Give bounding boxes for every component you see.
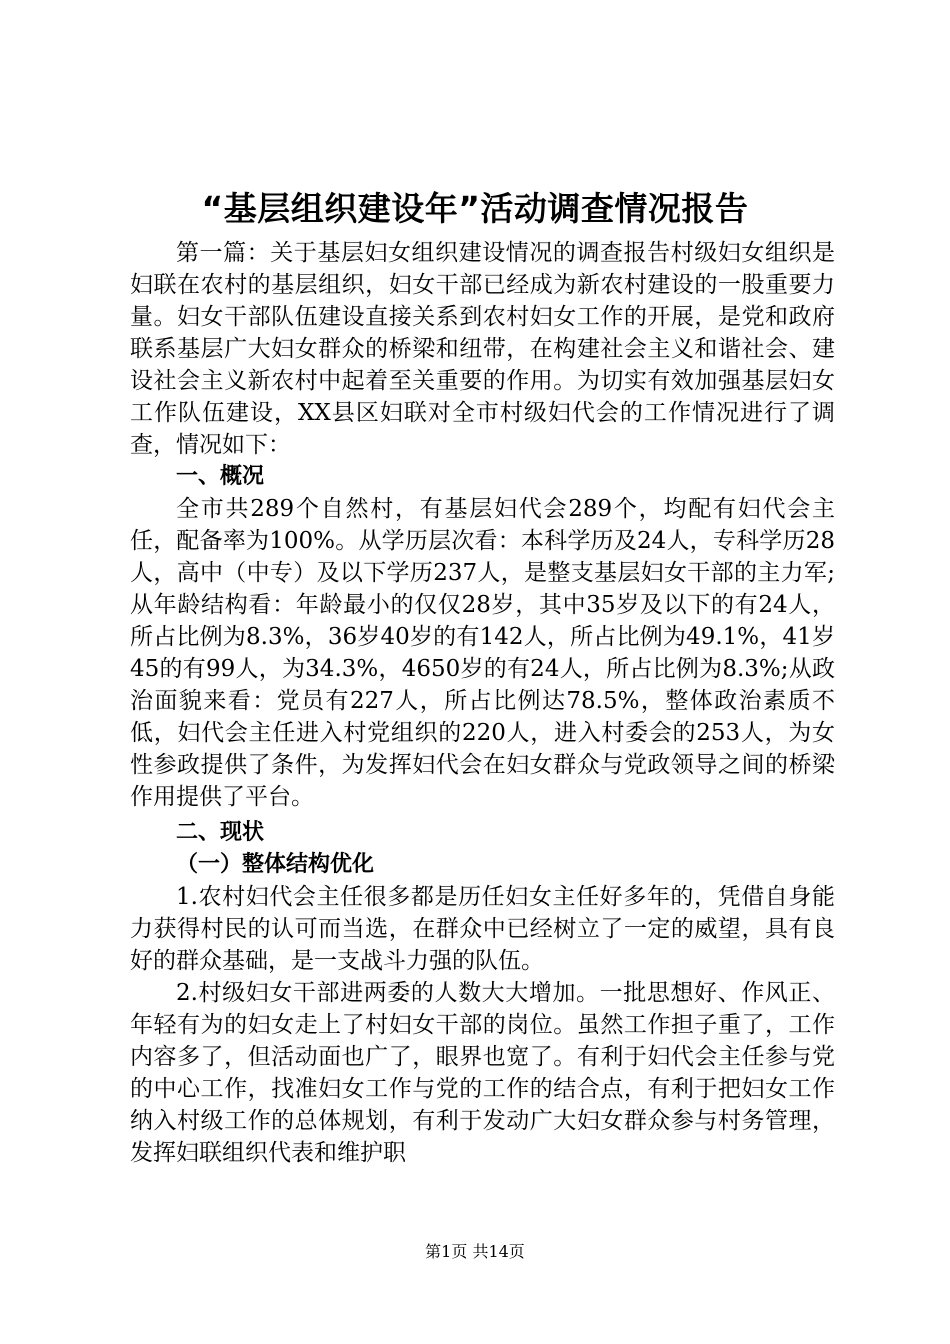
document-title: “基层组织建设年”活动调查情况报告 xyxy=(201,189,749,228)
status-item-1: 1.农村妇代会主任很多都是历任妇女主任好多年的，凭借自身能力获得村民的认可而当选，在群众中已经树立了一定的威望，具有良好的群众基础，是一支战斗力强的队伍。 xyxy=(130,884,835,974)
section-heading-overview: 一、概况 xyxy=(176,464,265,489)
status-item-2: 2.村级妇女干部进两委的人数大大增加。一批思想好、作风正、年轻有为的妇女走上了村妇女干部的岗位。虽然工作担子重了，工作内容多了，但活动面也广了，眼界也宽了。有利于妇代会主任参与党的中心工作，找准妇女工作与党的工作的结合点，有利于把妇女工作纳入村级工作的总体规划，有利于发动广大妇女群众参与村务管理，发挥妇联组织代表和维护职 xyxy=(130,980,835,1166)
subsection-heading-structure: （一）整体结构优化 xyxy=(176,852,375,877)
intro-paragraph: 第一篇：关于基层妇女组织建设情况的调查报告村级妇女组织是妇联在农村的基层组织，妇女干部已经成为新农村建设的一股重要力量。妇女干部队伍建设直接关系到农村妇女工作的开展，是党和政府联系基层广大妇女群众的桥梁和纽带，在构建社会主义和谐社会、建设社会主义新农村中起着至关重要的作用。为切实有效加强基层妇女工作队伍建设，XX县区妇联对全市村级妇代会的工作情况进行了调查，情况如下： xyxy=(130,240,835,458)
section-heading-status: 二、现状 xyxy=(176,820,265,845)
page-number-footer: 第1页 共14页 xyxy=(425,1242,525,1261)
overview-paragraph: 全市共289个自然村，有基层妇代会289个，均配有妇代会主任，配备率为100%。从学历层次看：本科学历及24人，专科学历28人，高中（中专）及以下学历237人，是整支基层妇女干部的主力军;从年龄结构看：年龄最小的仅仅28岁，其中35岁及以下的有24人，所占比例为8.3%，36岁40岁的有142人，所占比例为49.1%，41岁45的有99人，为34.3%，4650岁的有24人，所占比例为8.3%;从政治面貌来看：党员有227人，所占比例达78.5%，整体政治素质不低，妇代会主任进入村党组织的220人，进入村委会的253人，为女性参政提供了条件，为发挥妇代会在妇女群众与党政领导之间的桥梁作用提供了平台。 xyxy=(130,496,835,810)
document-body xyxy=(130,237,835,1169)
